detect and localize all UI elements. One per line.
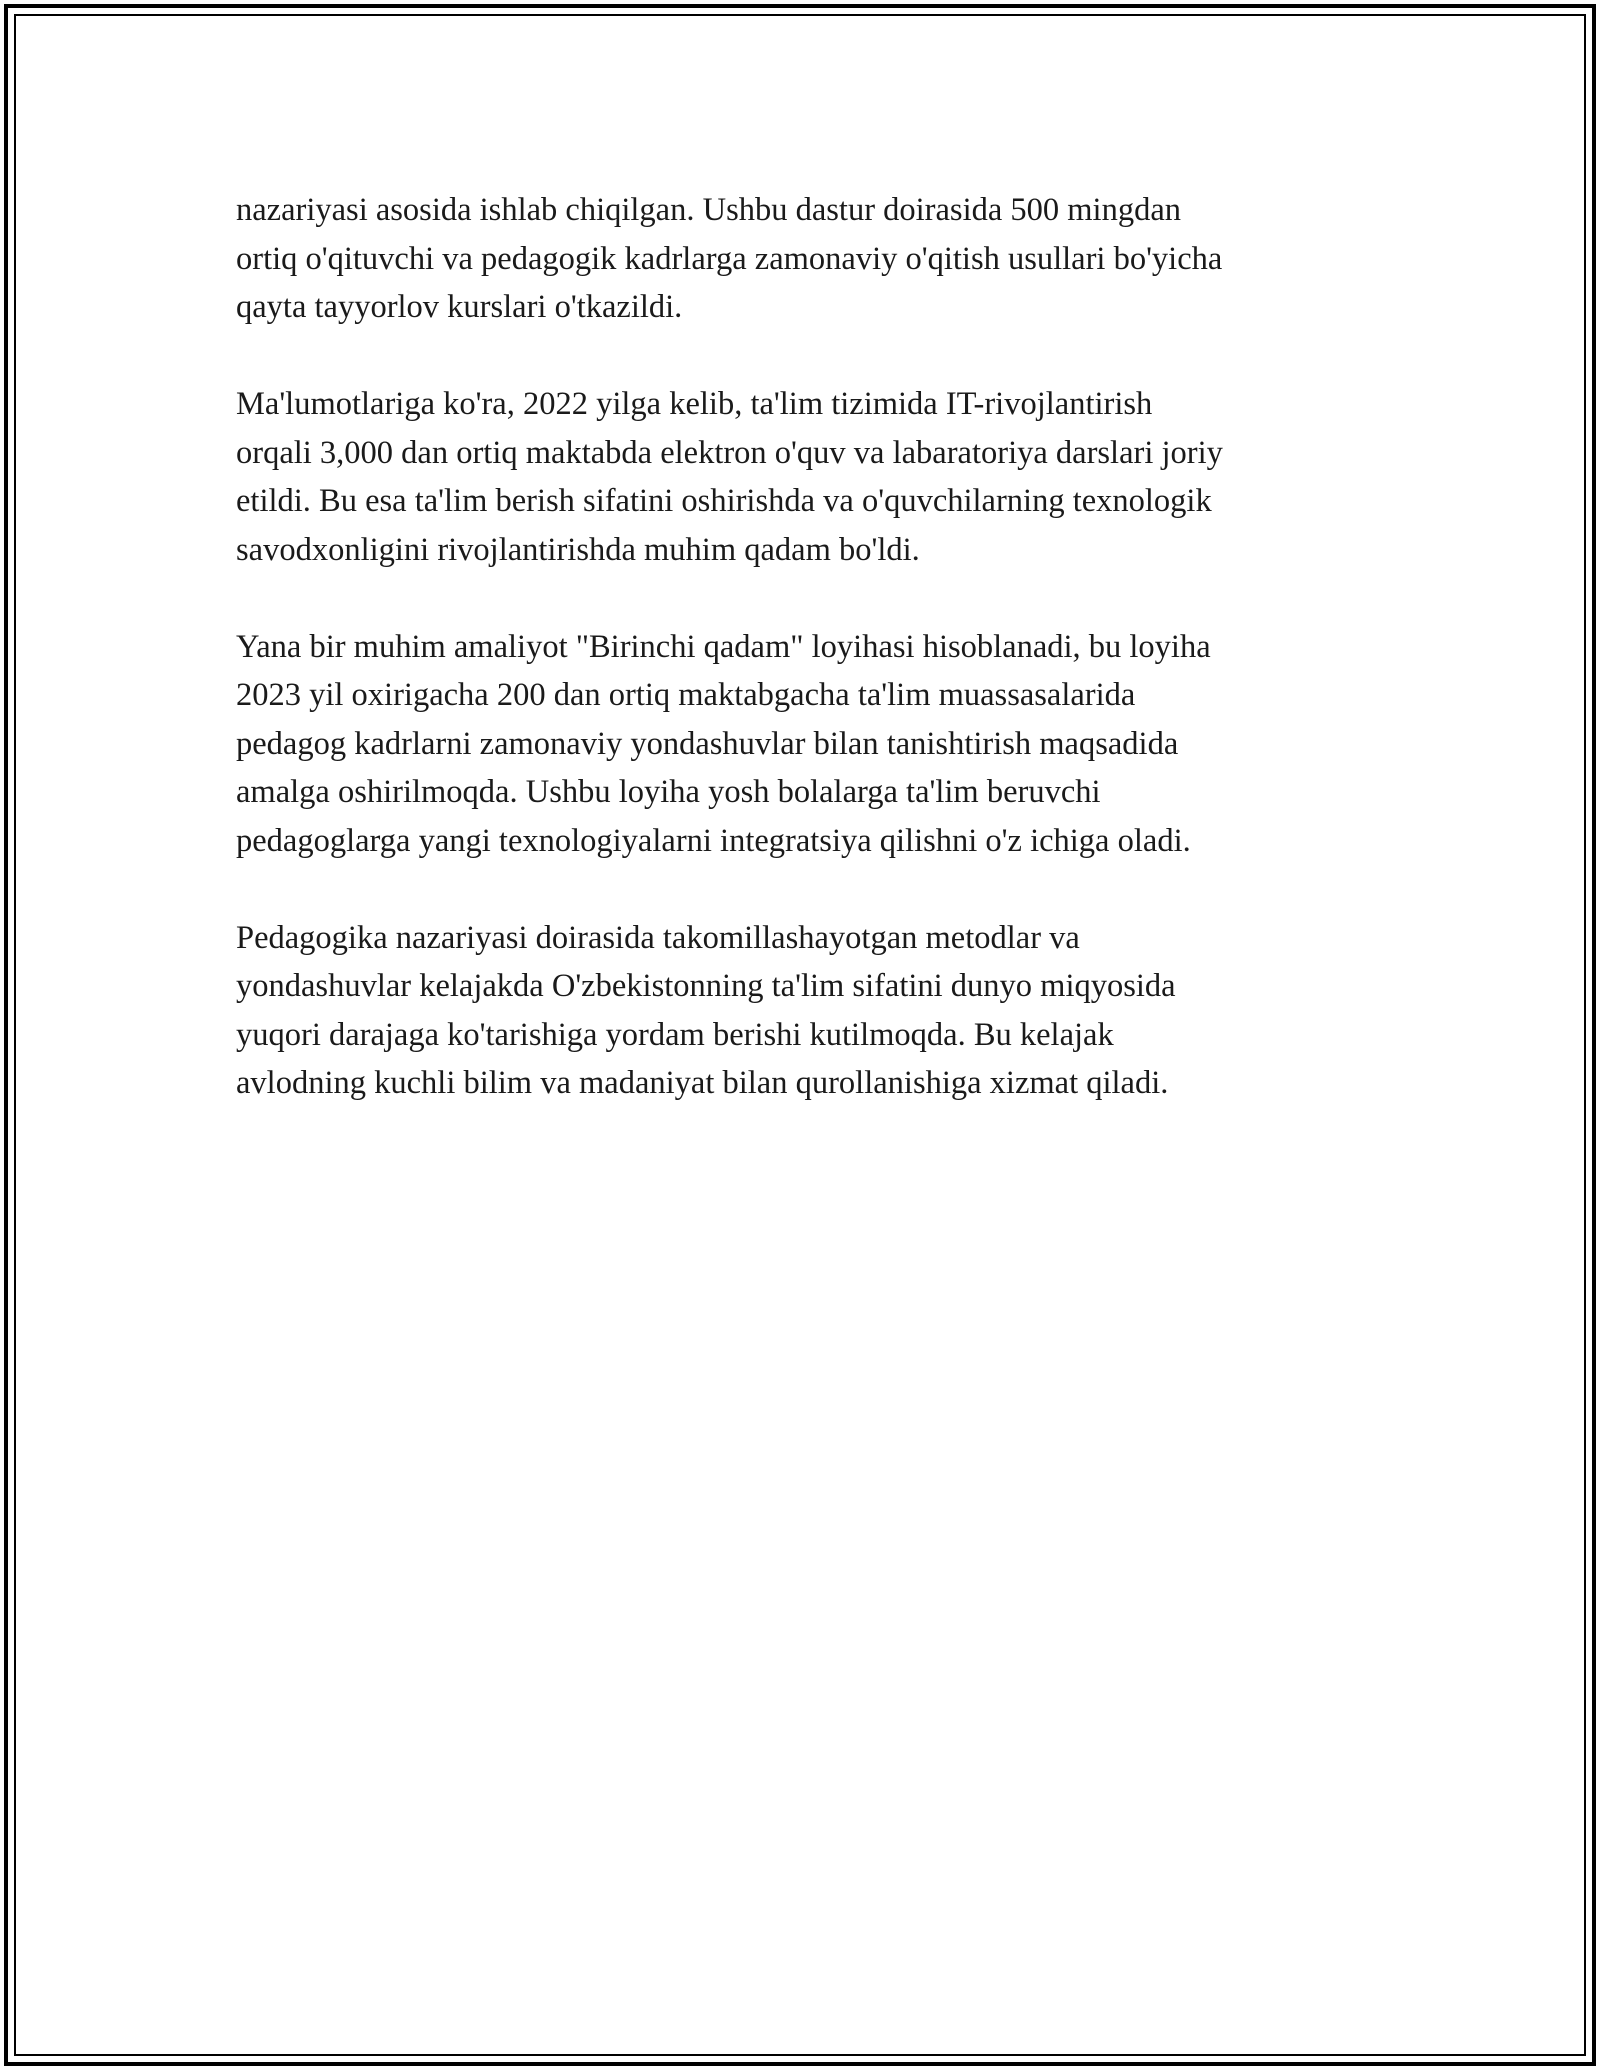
text-line: ortiq o'qituvchi va pedagogik kadrlarga zamonaviy o'qitish usullari bo'yicha <box>236 240 1223 277</box>
text-line: pedagog kadrlarni zamonaviy yondashuvlar bilan tanishtirish maqsadida <box>236 725 1179 762</box>
text-line: yuqori darajaga ko'tarishiga yordam berishi kutilmoqda. Bu kelajak <box>236 1016 1114 1053</box>
paragraph <box>236 380 1376 574</box>
text-line: pedagoglarga yangi texnologiyalarni integratsiya qilishni o'z ichiga oladi. <box>236 822 1191 859</box>
text-line: etildi. Bu esa ta'lim berish sifatini oshirishda va o'quvchilarning texnologik <box>236 483 1212 519</box>
text-line: Yana bir muhim amaliyot "Birinchi qadam" loyihasi hisoblanadi, bu loyiha <box>236 628 1211 665</box>
text-line: 2023 yil oxirigacha 200 dan ortiq maktabgacha ta'lim muassasalarida <box>236 677 1136 713</box>
paragraph <box>236 186 1376 332</box>
document-body <box>236 186 1376 1156</box>
text-line: amalga oshirilmoqda. Ushbu loyiha yosh bolalarga ta'lim beruvchi <box>236 774 1101 810</box>
paragraph <box>236 623 1376 866</box>
text-line: Ma'lumotlariga ko'ra, 2022 yilga kelib, ta'lim tizimida IT-rivojlantirish <box>236 386 1153 422</box>
text-line: Pedagogika nazariyasi doirasida takomillashayotgan metodlar va <box>236 919 1080 956</box>
text-line: orqali 3,000 dan ortiq maktabda elektron o'quv va labaratoriya darslari joriy <box>236 434 1223 471</box>
text-line: qayta tayyorlov kurslari o'tkazildi. <box>236 289 683 325</box>
text-line: savodxonligini rivojlantirishda muhim qadam bo'ldi. <box>236 531 920 568</box>
text-line: nazariyasi asosida ishlab chiqilgan. Ushbu dastur doirasida 500 mingdan <box>236 192 1182 228</box>
paragraph <box>236 914 1376 1108</box>
text-line: yondashuvlar kelajakda O'zbekistonning ta'lim sifatini dunyo miqyosida <box>236 968 1176 1004</box>
text-line: avlodning kuchli bilim va madaniyat bilan qurollanishiga xizmat qiladi. <box>236 1065 1169 1101</box>
